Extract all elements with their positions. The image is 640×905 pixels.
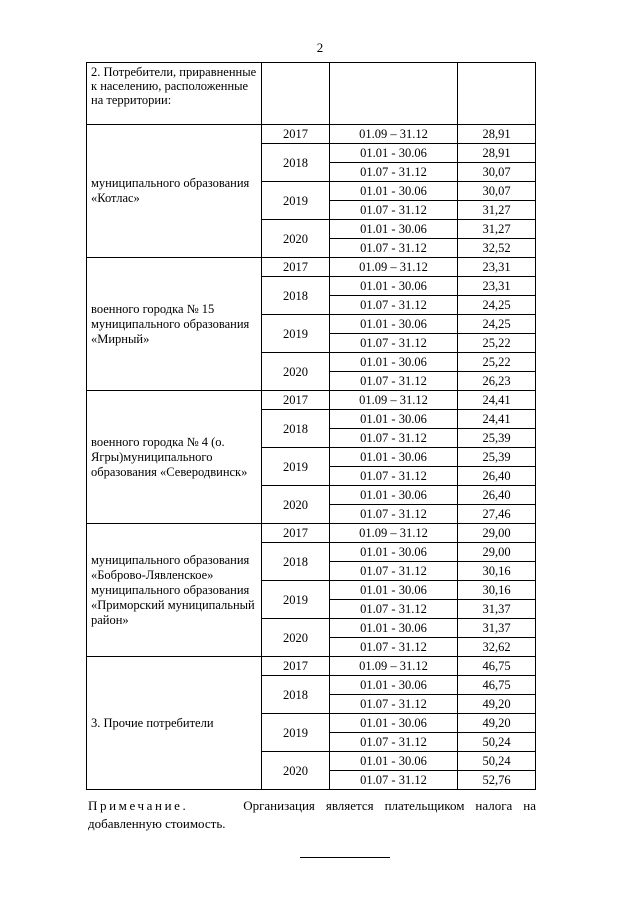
period-cell: 01.07 - 31.12 bbox=[330, 467, 458, 486]
year-cell: 2020 bbox=[262, 220, 330, 258]
period-cell: 01.09 – 31.12 bbox=[330, 524, 458, 543]
period-cell: 01.01 - 30.06 bbox=[330, 486, 458, 505]
period-cell: 01.01 - 30.06 bbox=[330, 581, 458, 600]
tariff-value-cell: 30,07 bbox=[458, 163, 536, 182]
period-cell: 01.01 - 30.06 bbox=[330, 182, 458, 201]
period-cell: 01.01 - 30.06 bbox=[330, 543, 458, 562]
consumer-group-name: муниципального образования «Котлас» bbox=[87, 125, 262, 258]
tariff-value-cell: 49,20 bbox=[458, 695, 536, 714]
tariff-value-cell: 23,31 bbox=[458, 277, 536, 296]
period-cell: 01.01 - 30.06 bbox=[330, 752, 458, 771]
tariff-value-cell: 31,27 bbox=[458, 220, 536, 239]
tariff-table-body bbox=[87, 63, 536, 790]
tariff-value-cell: 28,91 bbox=[458, 125, 536, 144]
tariff-value-cell: 25,22 bbox=[458, 334, 536, 353]
consumer-group-name: 3. Прочие потребители bbox=[87, 657, 262, 790]
period-cell: 01.07 - 31.12 bbox=[330, 429, 458, 448]
tariff-value-cell: 24,41 bbox=[458, 391, 536, 410]
tariff-value-cell: 23,31 bbox=[458, 258, 536, 277]
year-cell: 2018 bbox=[262, 410, 330, 448]
empty-period-cell bbox=[330, 63, 458, 125]
tariff-value-cell: 30,16 bbox=[458, 581, 536, 600]
closing-divider bbox=[300, 857, 390, 858]
consumer-category-label: 2. Потребители, приравненные к населению, расположенные на территории: bbox=[87, 63, 262, 125]
empty-year-cell bbox=[262, 63, 330, 125]
year-cell: 2017 bbox=[262, 657, 330, 676]
tariff-value-cell: 46,75 bbox=[458, 676, 536, 695]
period-cell: 01.07 - 31.12 bbox=[330, 600, 458, 619]
period-cell: 01.01 - 30.06 bbox=[330, 619, 458, 638]
period-cell: 01.01 - 30.06 bbox=[330, 448, 458, 467]
period-cell: 01.01 - 30.06 bbox=[330, 410, 458, 429]
year-cell: 2020 bbox=[262, 752, 330, 790]
period-cell: 01.01 - 30.06 bbox=[330, 315, 458, 334]
table-row bbox=[87, 524, 536, 543]
year-cell: 2020 bbox=[262, 619, 330, 657]
note-block bbox=[88, 797, 536, 833]
year-cell: 2019 bbox=[262, 714, 330, 752]
year-cell: 2018 bbox=[262, 277, 330, 315]
tariff-value-cell: 30,07 bbox=[458, 182, 536, 201]
year-cell: 2020 bbox=[262, 486, 330, 524]
year-cell: 2019 bbox=[262, 315, 330, 353]
tariff-table bbox=[86, 62, 536, 790]
period-cell: 01.01 - 30.06 bbox=[330, 144, 458, 163]
consumer-group-name: военного городка № 4 (о. Ягры)муниципального образования «Северодвинск» bbox=[87, 391, 262, 524]
period-cell: 01.07 - 31.12 bbox=[330, 638, 458, 657]
tariff-value-cell: 32,62 bbox=[458, 638, 536, 657]
year-cell: 2019 bbox=[262, 581, 330, 619]
period-cell: 01.07 - 31.12 bbox=[330, 695, 458, 714]
year-cell: 2017 bbox=[262, 391, 330, 410]
period-cell: 01.09 – 31.12 bbox=[330, 125, 458, 144]
tariff-value-cell: 30,16 bbox=[458, 562, 536, 581]
period-cell: 01.07 - 31.12 bbox=[330, 201, 458, 220]
period-cell: 01.01 - 30.06 bbox=[330, 714, 458, 733]
period-cell: 01.07 - 31.12 bbox=[330, 296, 458, 315]
table-row bbox=[87, 125, 536, 144]
tariff-value-cell: 24,25 bbox=[458, 315, 536, 334]
tariff-value-cell: 28,91 bbox=[458, 144, 536, 163]
page-number: 2 bbox=[316, 40, 324, 55]
tariff-value-cell: 31,27 bbox=[458, 201, 536, 220]
period-cell: 01.09 – 31.12 bbox=[330, 258, 458, 277]
tariff-value-cell: 25,39 bbox=[458, 448, 536, 467]
year-cell: 2020 bbox=[262, 353, 330, 391]
tariff-value-cell: 26,23 bbox=[458, 372, 536, 391]
tariff-value-cell: 31,37 bbox=[458, 600, 536, 619]
tariff-value-cell: 27,46 bbox=[458, 505, 536, 524]
empty-value-cell bbox=[458, 63, 536, 125]
period-cell: 01.09 – 31.12 bbox=[330, 657, 458, 676]
table-row bbox=[87, 391, 536, 410]
tariff-value-cell: 26,40 bbox=[458, 467, 536, 486]
tariff-value-cell: 52,76 bbox=[458, 771, 536, 790]
tariff-value-cell: 31,37 bbox=[458, 619, 536, 638]
year-cell: 2019 bbox=[262, 182, 330, 220]
year-cell: 2018 bbox=[262, 543, 330, 581]
note-label: Примечание. bbox=[88, 798, 189, 813]
year-cell: 2017 bbox=[262, 125, 330, 144]
period-cell: 01.07 - 31.12 bbox=[330, 505, 458, 524]
year-cell: 2018 bbox=[262, 144, 330, 182]
year-cell: 2017 bbox=[262, 258, 330, 277]
note-text: Организация является плательщиком налога на добавленную стоимость. bbox=[88, 798, 537, 831]
tariff-value-cell: 24,41 bbox=[458, 410, 536, 429]
period-cell: 01.01 - 30.06 bbox=[330, 676, 458, 695]
period-cell: 01.07 - 31.12 bbox=[330, 733, 458, 752]
tariff-value-cell: 25,22 bbox=[458, 353, 536, 372]
consumer-group-name: муниципального образования «Боброво-Лявленское» муниципального образования «Приморский муниципальный район» bbox=[87, 524, 262, 657]
tariff-value-cell: 32,52 bbox=[458, 239, 536, 258]
period-cell: 01.07 - 31.12 bbox=[330, 239, 458, 258]
period-cell: 01.01 - 30.06 bbox=[330, 353, 458, 372]
tariff-value-cell: 26,40 bbox=[458, 486, 536, 505]
year-cell: 2019 bbox=[262, 448, 330, 486]
period-cell: 01.07 - 31.12 bbox=[330, 562, 458, 581]
tariff-value-cell: 29,00 bbox=[458, 524, 536, 543]
tariff-value-cell: 50,24 bbox=[458, 733, 536, 752]
year-cell: 2018 bbox=[262, 676, 330, 714]
period-cell: 01.07 - 31.12 bbox=[330, 372, 458, 391]
tariff-value-cell: 24,25 bbox=[458, 296, 536, 315]
table-row bbox=[87, 657, 536, 676]
period-cell: 01.07 - 31.12 bbox=[330, 334, 458, 353]
tariff-value-cell: 29,00 bbox=[458, 543, 536, 562]
period-cell: 01.07 - 31.12 bbox=[330, 771, 458, 790]
table-row bbox=[87, 258, 536, 277]
period-cell: 01.07 - 31.12 bbox=[330, 163, 458, 182]
consumer-group-name: военного городка № 15 муниципального образования «Мирный» bbox=[87, 258, 262, 391]
period-cell: 01.01 - 30.06 bbox=[330, 220, 458, 239]
table-header-row bbox=[87, 63, 536, 125]
tariff-value-cell: 50,24 bbox=[458, 752, 536, 771]
period-cell: 01.09 – 31.12 bbox=[330, 391, 458, 410]
year-cell: 2017 bbox=[262, 524, 330, 543]
note-paragraph bbox=[88, 797, 536, 833]
period-cell: 01.01 - 30.06 bbox=[330, 277, 458, 296]
tariff-value-cell: 25,39 bbox=[458, 429, 536, 448]
tariff-value-cell: 49,20 bbox=[458, 714, 536, 733]
tariff-value-cell: 46,75 bbox=[458, 657, 536, 676]
